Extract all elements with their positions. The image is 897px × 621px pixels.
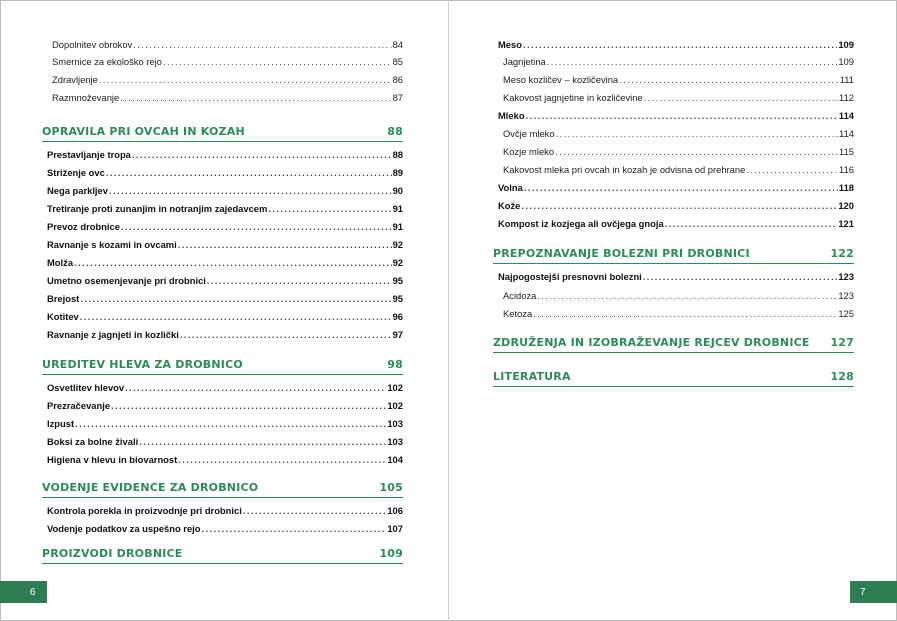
toc-entry-page-number: 112 (839, 92, 854, 103)
page-number-left (0, 581, 47, 603)
dot-leader (547, 56, 838, 68)
toc-entry-page-number: 97 (392, 329, 403, 340)
chapter-page-number: 128 (830, 370, 854, 383)
dot-leader (133, 39, 391, 51)
chapter-page-number: 105 (379, 481, 403, 494)
toc-entry-title: Kože (498, 200, 521, 211)
chapter-title: PREPOZNAVANJE BOLEZNI PRI DROBNICI (493, 247, 750, 260)
toc-entry-title: Boksi za bolne živali (47, 436, 139, 447)
dot-leader (121, 221, 392, 233)
toc-entry-page-number: 118 (838, 182, 854, 193)
toc-entry-title: Ravnanje z jagnjeti in kozlički (47, 329, 179, 340)
dot-leader (556, 128, 838, 140)
toc-entry-title: Prevoz drobnice (47, 221, 120, 232)
dot-leader (619, 74, 839, 86)
toc-entry-page-number: 84 (392, 39, 403, 50)
dot-leader (111, 400, 386, 412)
toc-entry-page-number: 96 (392, 311, 403, 322)
dot-leader (665, 218, 838, 230)
toc-entry[interactable] (42, 92, 403, 104)
toc-entry-page-number: 111 (839, 74, 854, 85)
dot-leader (74, 257, 392, 269)
toc-entry[interactable] (42, 221, 403, 233)
toc-entry-page-number: 95 (392, 275, 403, 286)
toc-entry[interactable] (42, 149, 403, 161)
chapter-title: UREDITEV HLEVA ZA DROBNICO (42, 358, 243, 371)
toc-entry-page-number: 123 (838, 290, 854, 301)
toc-entry-page-number: 91 (392, 203, 403, 214)
toc-entry-page-number: 102 (387, 382, 403, 393)
toc-entry[interactable] (493, 39, 854, 51)
dot-leader (132, 149, 392, 161)
dot-leader (120, 92, 391, 104)
toc-entry[interactable] (493, 92, 854, 104)
toc-entry-title: Ovčje mleko (503, 128, 555, 139)
toc-entry-title: Brejost (47, 293, 80, 304)
chapter-heading[interactable] (42, 547, 403, 564)
toc-entry-page-number: 104 (387, 454, 403, 465)
toc-entry-page-number: 107 (387, 523, 403, 534)
chapter-page-number: 88 (387, 125, 403, 138)
toc-entry[interactable] (42, 523, 403, 535)
toc-entry-page-number: 123 (838, 271, 854, 282)
toc-entry[interactable] (42, 311, 403, 323)
toc-entry[interactable] (42, 185, 403, 197)
toc-entry-page-number: 85 (392, 56, 403, 67)
chapter-heading[interactable] (493, 247, 854, 264)
toc-entry[interactable] (42, 203, 403, 215)
toc-entry-title: Kakovost mleka pri ovcah in kozah je odvisna od prehrane (503, 164, 746, 175)
toc-entry-page-number: 114 (839, 128, 854, 139)
chapter-page-number: 109 (379, 547, 403, 560)
chapter-heading[interactable] (42, 358, 403, 375)
toc-entry[interactable] (42, 436, 403, 448)
toc-entry[interactable] (42, 167, 403, 179)
toc-entry-page-number: 116 (839, 164, 854, 175)
dot-leader (524, 182, 838, 194)
dot-leader (746, 164, 838, 176)
toc-entry[interactable] (493, 110, 854, 122)
toc-entry-page-number: 120 (838, 200, 854, 211)
dot-leader (523, 39, 837, 51)
dot-leader (109, 185, 392, 197)
chapter-page-number: 98 (387, 358, 403, 371)
toc-entry-title: Jagnjetina (503, 56, 546, 67)
toc-entry-page-number: 86 (392, 74, 403, 85)
toc-entry-title: Mleko (498, 110, 525, 121)
dot-leader (139, 436, 386, 448)
toc-entry-page-number: 103 (387, 436, 403, 447)
chapter-title: ZDRUŽENJA IN IZOBRAŽEVANJE REJCEV DROBNICE (493, 336, 810, 349)
dot-leader (178, 239, 392, 251)
dot-leader (180, 329, 392, 341)
toc-entry-title: Ketoza (503, 308, 533, 319)
toc-entry[interactable] (493, 290, 854, 302)
dot-leader (99, 74, 392, 86)
chapter-title: OPRAVILA PRI OVCAH IN KOZAH (42, 125, 245, 138)
toc-entry-page-number: 109 (838, 56, 854, 67)
toc-entry[interactable] (493, 164, 854, 176)
dot-leader (178, 454, 386, 466)
dot-leader (643, 271, 838, 283)
toc-entry-page-number: 114 (838, 110, 854, 121)
toc-entry-title: Kozje mleko (503, 146, 555, 157)
toc-entry-title: Dopolnitev obrokov (52, 39, 133, 50)
chapter-title: LITERATURA (493, 370, 571, 383)
toc-entry-page-number: 106 (387, 505, 403, 516)
toc-entry[interactable] (42, 418, 403, 430)
toc-entry-page-number: 125 (838, 308, 854, 319)
dot-leader (163, 56, 392, 68)
toc-entry-title: Kakovost jagnjetine in kozličevine (503, 92, 643, 103)
dot-leader (106, 167, 392, 179)
page-number-left-label: 6 (30, 586, 36, 598)
chapter-heading[interactable] (42, 481, 403, 498)
toc-entry-title: Osvetlitev hlevov (47, 382, 125, 393)
dot-leader (243, 505, 387, 517)
toc-entry-page-number: 89 (392, 167, 403, 178)
toc-entry[interactable] (42, 505, 403, 517)
toc-entry[interactable] (42, 329, 403, 341)
toc-entry[interactable] (493, 218, 854, 230)
dot-leader (207, 275, 392, 287)
dot-leader (533, 308, 837, 320)
chapter-page-number: 127 (830, 336, 854, 349)
toc-entry-page-number: 91 (392, 221, 403, 232)
toc-entry-title: Striženje ovc (47, 167, 105, 178)
toc-entry-title: Vodenje podatkov za uspešno rejo (47, 523, 201, 534)
toc-entry-page-number: 92 (392, 257, 403, 268)
chapter-heading[interactable] (493, 370, 854, 387)
dot-leader (526, 110, 838, 122)
toc-entry-page-number: 95 (392, 293, 403, 304)
toc-entry-title: Prestavljanje tropa (47, 149, 131, 160)
toc-entry-title: Kompost iz kozjega ali ovčjega gnoja (498, 218, 664, 229)
toc-entry[interactable] (42, 400, 403, 412)
toc-entry-page-number: 88 (392, 149, 403, 160)
toc-entry[interactable] (493, 182, 854, 194)
toc-entry[interactable] (42, 39, 403, 51)
toc-entry[interactable] (42, 382, 403, 394)
dot-leader (268, 203, 391, 215)
toc-entry[interactable] (42, 239, 403, 251)
toc-entry[interactable] (493, 74, 854, 86)
toc-entry-title: Umetno osemenjevanje pri drobnici (47, 275, 206, 286)
toc-entry[interactable] (493, 128, 854, 140)
toc-entry[interactable] (42, 56, 403, 68)
toc-entry-title: Acidoza (503, 290, 537, 301)
toc-entry-page-number: 103 (387, 418, 403, 429)
toc-entry-page-number: 90 (392, 185, 403, 196)
dot-leader (80, 293, 391, 305)
toc-entry-page-number: 87 (392, 92, 403, 103)
toc-entry-title: Kotitev (47, 311, 79, 322)
toc-entry[interactable] (42, 275, 403, 287)
dot-leader (125, 382, 386, 394)
dot-leader (537, 290, 837, 302)
toc-entry[interactable] (42, 257, 403, 269)
chapter-heading[interactable] (493, 336, 854, 353)
toc-entry-title: Volna (498, 182, 523, 193)
toc-entry-title: Najpogostejši presnovni bolezni (498, 271, 642, 282)
toc-entry-title: Higiena v hlevu in biovarnost (47, 454, 178, 465)
chapter-heading[interactable] (42, 125, 403, 142)
toc-entry[interactable] (42, 74, 403, 86)
toc-entry[interactable] (493, 146, 854, 158)
dot-leader (75, 418, 386, 430)
toc-entry-page-number: 115 (839, 146, 854, 157)
toc-entry-title: Izpust (47, 418, 75, 429)
toc-entry-title: Meso (498, 39, 522, 50)
toc-entry-title: Nega parkljev (47, 185, 108, 196)
chapter-title: PROIZVODI DROBNICE (42, 547, 183, 560)
dot-leader (521, 200, 837, 212)
toc-entry-page-number: 102 (387, 400, 403, 411)
toc-entry-title: Prezračevanje (47, 400, 111, 411)
dot-leader (80, 311, 392, 323)
page-number-right (850, 581, 897, 603)
toc-entry-title: Meso kozličev – kozličevina (503, 74, 619, 85)
toc-entry[interactable] (493, 200, 854, 212)
spine-divider (448, 0, 449, 621)
toc-entry-page-number: 92 (392, 239, 403, 250)
toc-entry-title: Ravnanje s kozami in ovcami (47, 239, 177, 250)
chapter-title: VODENJE EVIDENCE ZA DROBNICO (42, 481, 259, 494)
toc-entry-title: Smernice za ekološko rejo (52, 56, 162, 67)
dot-leader (555, 146, 838, 158)
toc-entry[interactable] (493, 308, 854, 320)
toc-entry-title: Kontrola porekla in proizvodnje pri drobnici (47, 505, 242, 516)
page-number-right-label: 7 (860, 586, 866, 598)
toc-entry[interactable] (493, 271, 854, 283)
toc-entry-title: Zdravljenje (52, 74, 98, 85)
toc-entry-page-number: 121 (838, 218, 854, 229)
toc-entry-title: Tretiranje proti zunanjim in notranjim zajedavcem (47, 203, 268, 214)
toc-entry[interactable] (493, 56, 854, 68)
dot-leader (644, 92, 838, 104)
dot-leader (202, 523, 387, 535)
toc-entry[interactable] (42, 293, 403, 305)
toc-entry-title: Razmnoževanje (52, 92, 120, 103)
chapter-page-number: 122 (830, 247, 854, 260)
toc-entry[interactable] (42, 454, 403, 466)
toc-entry-title: Molža (47, 257, 74, 268)
toc-entry-page-number: 109 (838, 39, 854, 50)
